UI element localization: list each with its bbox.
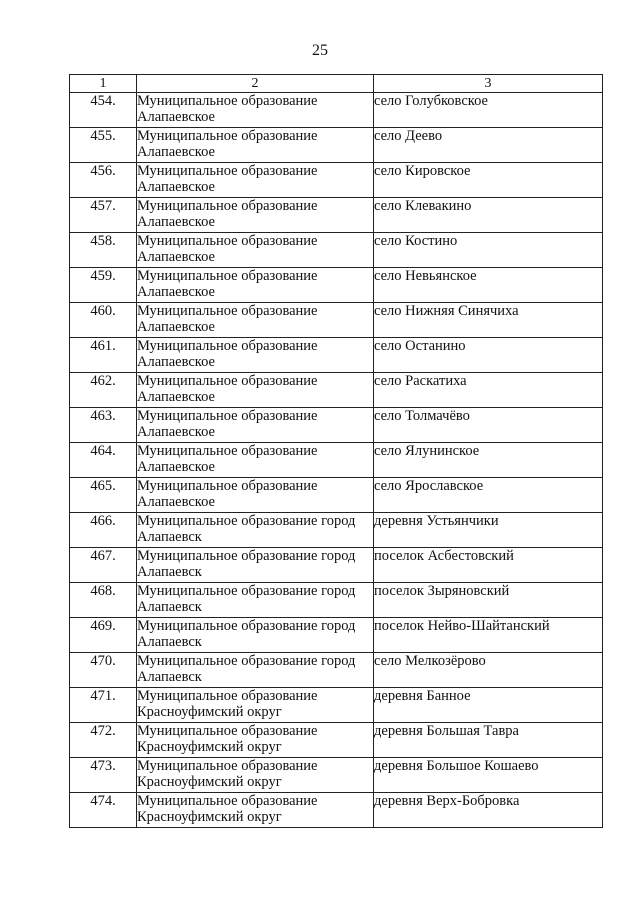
municipality-cell: Муниципальное образование Алапаевское: [137, 233, 374, 268]
page-number: 25: [312, 42, 328, 59]
municipality-cell: Муниципальное образование Алапаевское: [137, 373, 374, 408]
settlement-cell: деревня Большое Кошаево: [374, 758, 603, 793]
municipality-cell: Муниципальное образование город Алапаевск: [137, 583, 374, 618]
table-row: [70, 513, 603, 548]
column-header-municipality: 2: [137, 75, 374, 93]
table-row: [70, 443, 603, 478]
row-number-cell: 464.: [70, 443, 137, 478]
row-number-cell: 462.: [70, 373, 137, 408]
municipality-cell: Муниципальное образование Красноуфимский округ: [137, 723, 374, 758]
settlement-cell: село Клевакино: [374, 198, 603, 233]
row-number-cell: 474.: [70, 793, 137, 828]
municipality-cell: Муниципальное образование Алапаевское: [137, 338, 374, 373]
table-header-row: [70, 75, 603, 93]
table-row: [70, 548, 603, 583]
settlement-cell: деревня Банное: [374, 688, 603, 723]
municipality-cell: Муниципальное образование Алапаевское: [137, 128, 374, 163]
row-number-cell: 469.: [70, 618, 137, 653]
row-number-cell: 461.: [70, 338, 137, 373]
table-row: [70, 408, 603, 443]
municipality-cell: Муниципальное образование Алапаевское: [137, 268, 374, 303]
table-row: [70, 163, 603, 198]
settlement-cell: деревня Большая Тавра: [374, 723, 603, 758]
settlement-cell: село Ярославское: [374, 478, 603, 513]
row-number-cell: 456.: [70, 163, 137, 198]
settlement-cell: село Раскатиха: [374, 373, 603, 408]
settlement-cell: поселок Нейво-Шайтанский: [374, 618, 603, 653]
settlement-cell: село Ялунинское: [374, 443, 603, 478]
municipality-cell: Муниципальное образование Алапаевское: [137, 93, 374, 128]
row-number-cell: 472.: [70, 723, 137, 758]
table-row: [70, 268, 603, 303]
table-row: [70, 688, 603, 723]
municipality-cell: Муниципальное образование Алапаевское: [137, 163, 374, 198]
row-number-cell: 468.: [70, 583, 137, 618]
row-number-cell: 459.: [70, 268, 137, 303]
table-row: [70, 723, 603, 758]
row-number-cell: 473.: [70, 758, 137, 793]
municipality-cell: Муниципальное образование город Алапаевск: [137, 513, 374, 548]
municipality-cell: Муниципальное образование Алапаевское: [137, 443, 374, 478]
settlement-cell: село Невьянское: [374, 268, 603, 303]
municipality-cell: Муниципальное образование Красноуфимский округ: [137, 758, 374, 793]
table-row: [70, 93, 603, 128]
settlement-cell: село Толмачёво: [374, 408, 603, 443]
table-row: [70, 618, 603, 653]
row-number-cell: 457.: [70, 198, 137, 233]
settlement-cell: село Нижняя Синячиха: [374, 303, 603, 338]
table-row: [70, 758, 603, 793]
table-row: [70, 338, 603, 373]
municipality-cell: Муниципальное образование город Алапаевск: [137, 618, 374, 653]
municipality-cell: Муниципальное образование Алапаевское: [137, 303, 374, 338]
table-row: [70, 653, 603, 688]
row-number-cell: 471.: [70, 688, 137, 723]
row-number-cell: 466.: [70, 513, 137, 548]
settlement-cell: село Мелкозёрово: [374, 653, 603, 688]
table-row: [70, 233, 603, 268]
settlement-cell: село Костино: [374, 233, 603, 268]
row-number-cell: 463.: [70, 408, 137, 443]
settlement-cell: село Кировское: [374, 163, 603, 198]
municipality-cell: Муниципальное образование Красноуфимский округ: [137, 688, 374, 723]
settlement-cell: поселок Зыряновский: [374, 583, 603, 618]
table-row: [70, 478, 603, 513]
settlement-cell: село Голубковское: [374, 93, 603, 128]
row-number-cell: 455.: [70, 128, 137, 163]
row-number-cell: 454.: [70, 93, 137, 128]
table-row: [70, 373, 603, 408]
settlement-cell: село Останино: [374, 338, 603, 373]
municipality-cell: Муниципальное образование Красноуфимский округ: [137, 793, 374, 828]
settlements-table: [69, 74, 603, 828]
table-row: [70, 198, 603, 233]
row-number-cell: 458.: [70, 233, 137, 268]
municipality-cell: Муниципальное образование город Алапаевск: [137, 653, 374, 688]
row-number-cell: 465.: [70, 478, 137, 513]
municipality-cell: Муниципальное образование Алапаевское: [137, 408, 374, 443]
row-number-cell: 470.: [70, 653, 137, 688]
municipality-cell: Муниципальное образование Алапаевское: [137, 198, 374, 233]
settlement-cell: село Деево: [374, 128, 603, 163]
row-number-cell: 460.: [70, 303, 137, 338]
settlement-cell: поселок Асбестовский: [374, 548, 603, 583]
municipality-cell: Муниципальное образование город Алапаевск: [137, 548, 374, 583]
table-row: [70, 303, 603, 338]
municipality-cell: Муниципальное образование Алапаевское: [137, 478, 374, 513]
table-row: [70, 128, 603, 163]
table-row: [70, 583, 603, 618]
settlement-cell: деревня Устьянчики: [374, 513, 603, 548]
column-header-number: 1: [70, 75, 137, 93]
settlement-cell: деревня Верх-Бобровка: [374, 793, 603, 828]
column-header-settlement: 3: [374, 75, 603, 93]
row-number-cell: 467.: [70, 548, 137, 583]
table-row: [70, 793, 603, 828]
